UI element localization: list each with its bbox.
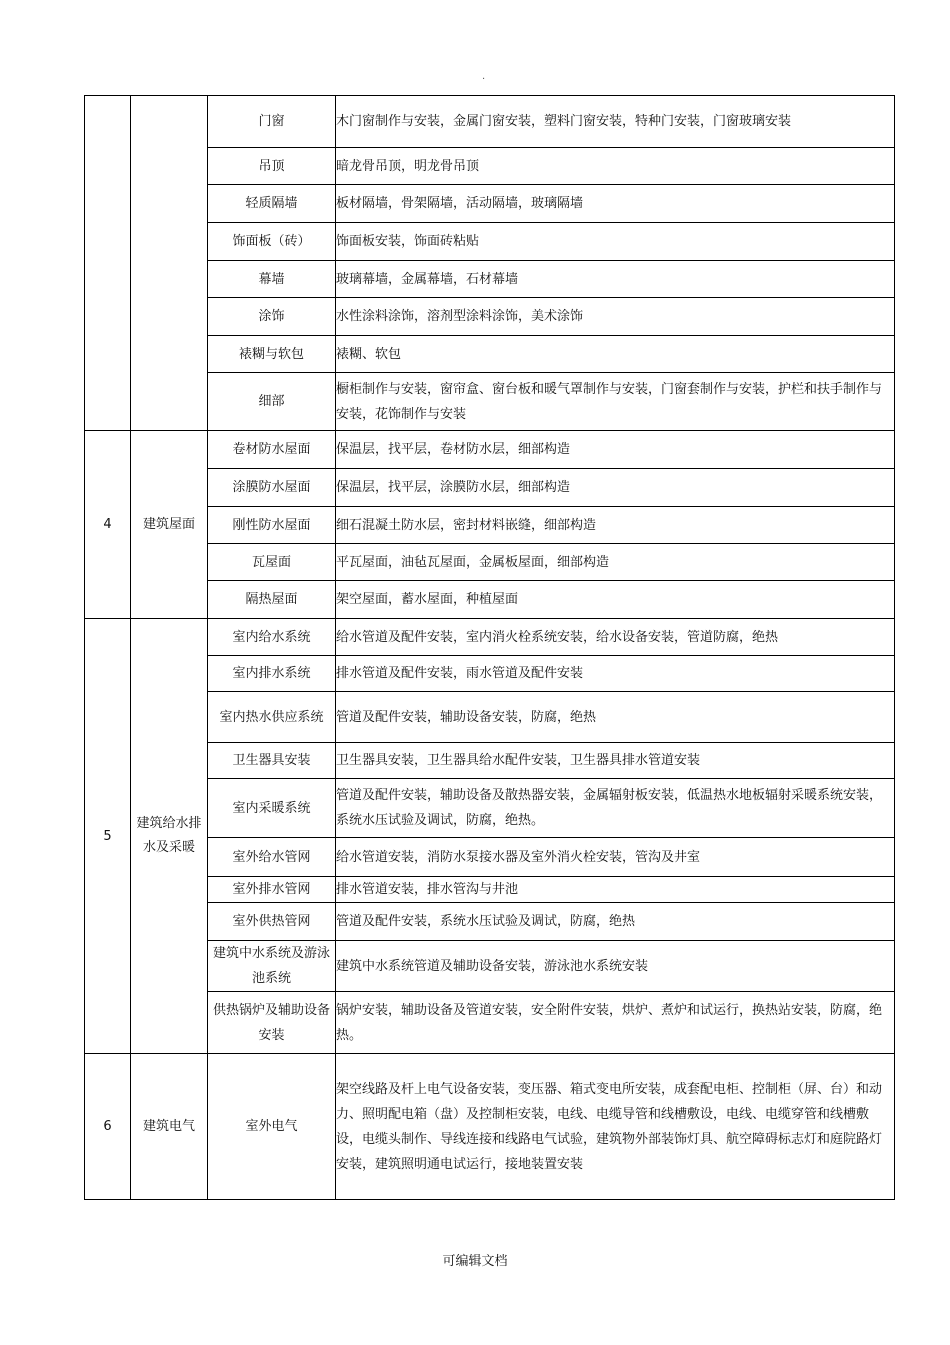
division-name-cell: 建筑给水排水及采暖 (131, 619, 208, 1054)
items-cell: 排水管道及配件安装，雨水管道及配件安装 (336, 656, 895, 692)
subdivision-cell: 建筑中水系统及游泳池系统 (208, 941, 336, 992)
items-cell: 饰面板安装，饰面砖粘贴 (336, 223, 895, 261)
division-name-cell: 建筑屋面 (131, 431, 208, 619)
items-cell: 卫生器具安装，卫生器具给水配件安装，卫生器具排水管道安装 (336, 743, 895, 779)
subdivision-cell: 室外排水管网 (208, 877, 336, 903)
table-row (85, 431, 895, 469)
subdivision-cell: 涂饰 (208, 298, 336, 336)
items-cell: 保温层，找平层，卷材防水层，细部构造 (336, 431, 895, 469)
subdivision-cell: 涂膜防水屋面 (208, 469, 336, 507)
subdivision-cell: 轻质隔墙 (208, 185, 336, 223)
subdivision-cell: 饰面板（砖） (208, 223, 336, 261)
subdivision-cell: 室内给水系统 (208, 619, 336, 656)
items-cell: 木门窗制作与安装，金属门窗安装，塑料门窗安装，特种门安装，门窗玻璃安装 (336, 96, 895, 148)
division-number-cell (85, 96, 131, 431)
division-number-cell: 5 (85, 619, 131, 1054)
items-cell: 玻璃幕墙，金属幕墙，石材幕墙 (336, 261, 895, 298)
subdivision-cell: 吊顶 (208, 148, 336, 185)
items-cell: 橱柜制作与安装，窗帘盒、窗台板和暖气罩制作与安装，门窗套制作与安装，护栏和扶手制作与安装，花饰制作与安装 (336, 373, 895, 431)
items-cell: 锅炉安装，辅助设备及管道安装，安全附件安装，烘炉、煮炉和试运行，换热站安装，防腐，绝热。 (336, 992, 895, 1054)
subdivision-cell: 隔热屋面 (208, 581, 336, 619)
subdivision-cell: 幕墙 (208, 261, 336, 298)
items-cell: 暗龙骨吊顶，明龙骨吊顶 (336, 148, 895, 185)
table-row (85, 1054, 895, 1200)
division-name-cell: 建筑电气 (131, 1054, 208, 1200)
construction-spec-table (84, 95, 895, 1200)
items-cell: 排水管道安装，排水管沟与井池 (336, 877, 895, 903)
items-cell: 给水管道及配件安装，室内消火栓系统安装，给水设备安装，管道防腐，绝热 (336, 619, 895, 656)
division-number-cell: 6 (85, 1054, 131, 1200)
division-name-cell (131, 96, 208, 431)
items-cell: 建筑中水系统管道及辅助设备安装，游泳池水系统安装 (336, 941, 895, 992)
items-cell: 管道及配件安装，系统水压试验及调试，防腐，绝热 (336, 903, 895, 941)
items-cell: 管道及配件安装，辅助设备安装，防腐，绝热 (336, 692, 895, 743)
subdivision-cell: 室内排水系统 (208, 656, 336, 692)
subdivision-cell: 瓦屋面 (208, 544, 336, 581)
table-row (85, 619, 895, 656)
items-cell: 管道及配件安装，辅助设备及散热器安装，金属辐射板安装，低温热水地板辐射采暖系统安装，系统水压试验及调试，防腐，绝热。 (336, 779, 895, 838)
items-cell: 板材隔墙，骨架隔墙，活动隔墙，玻璃隔墙 (336, 185, 895, 223)
subdivision-cell: 卫生器具安装 (208, 743, 336, 779)
items-cell: 水性涂料涂饰，溶剂型涂料涂饰，美术涂饰 (336, 298, 895, 336)
subdivision-cell: 室外供热管网 (208, 903, 336, 941)
division-number-cell: 4 (85, 431, 131, 619)
items-cell: 细石混凝土防水层，密封材料嵌缝，细部构造 (336, 507, 895, 544)
subdivision-cell: 供热锅炉及辅助设备安装 (208, 992, 336, 1054)
subdivision-cell: 刚性防水屋面 (208, 507, 336, 544)
items-cell: 平瓦屋面，油毡瓦屋面，金属板屋面，细部构造 (336, 544, 895, 581)
subdivision-cell: 裱糊与软包 (208, 336, 336, 373)
subdivision-cell: 门窗 (208, 96, 336, 148)
items-cell: 裱糊、软包 (336, 336, 895, 373)
subdivision-cell: 室外给水管网 (208, 838, 336, 877)
subdivision-cell: 卷材防水屋面 (208, 431, 336, 469)
items-cell: 架空线路及杆上电气设备安装，变压器、箱式变电所安装，成套配电柜、控制柜（屏、台）和动力、照明配电箱（盘）及控制柜安装，电线、电缆导管和线槽敷设，电线、电缆穿管和线槽敷设，电缆头制作、导线连接和线路电气试验，建筑物外部装饰灯具、航空障碍标志灯和庭院路灯安装，建筑照明通电试运行，接地装置安装 (336, 1054, 895, 1200)
items-cell: 架空屋面，蓄水屋面，种植屋面 (336, 581, 895, 619)
subdivision-cell: 室内采暖系统 (208, 779, 336, 838)
items-cell: 给水管道安装，消防水泵接水器及室外消火栓安装，管沟及井室 (336, 838, 895, 877)
header-mark: . (482, 71, 486, 82)
table-row (85, 96, 895, 148)
subdivision-cell: 室内热水供应系统 (208, 692, 336, 743)
subdivision-cell: 室外电气 (208, 1054, 336, 1200)
items-cell: 保温层，找平层，涂膜防水层，细部构造 (336, 469, 895, 507)
page-footer: 可编辑文档 (442, 1254, 508, 1269)
subdivision-cell: 细部 (208, 373, 336, 431)
